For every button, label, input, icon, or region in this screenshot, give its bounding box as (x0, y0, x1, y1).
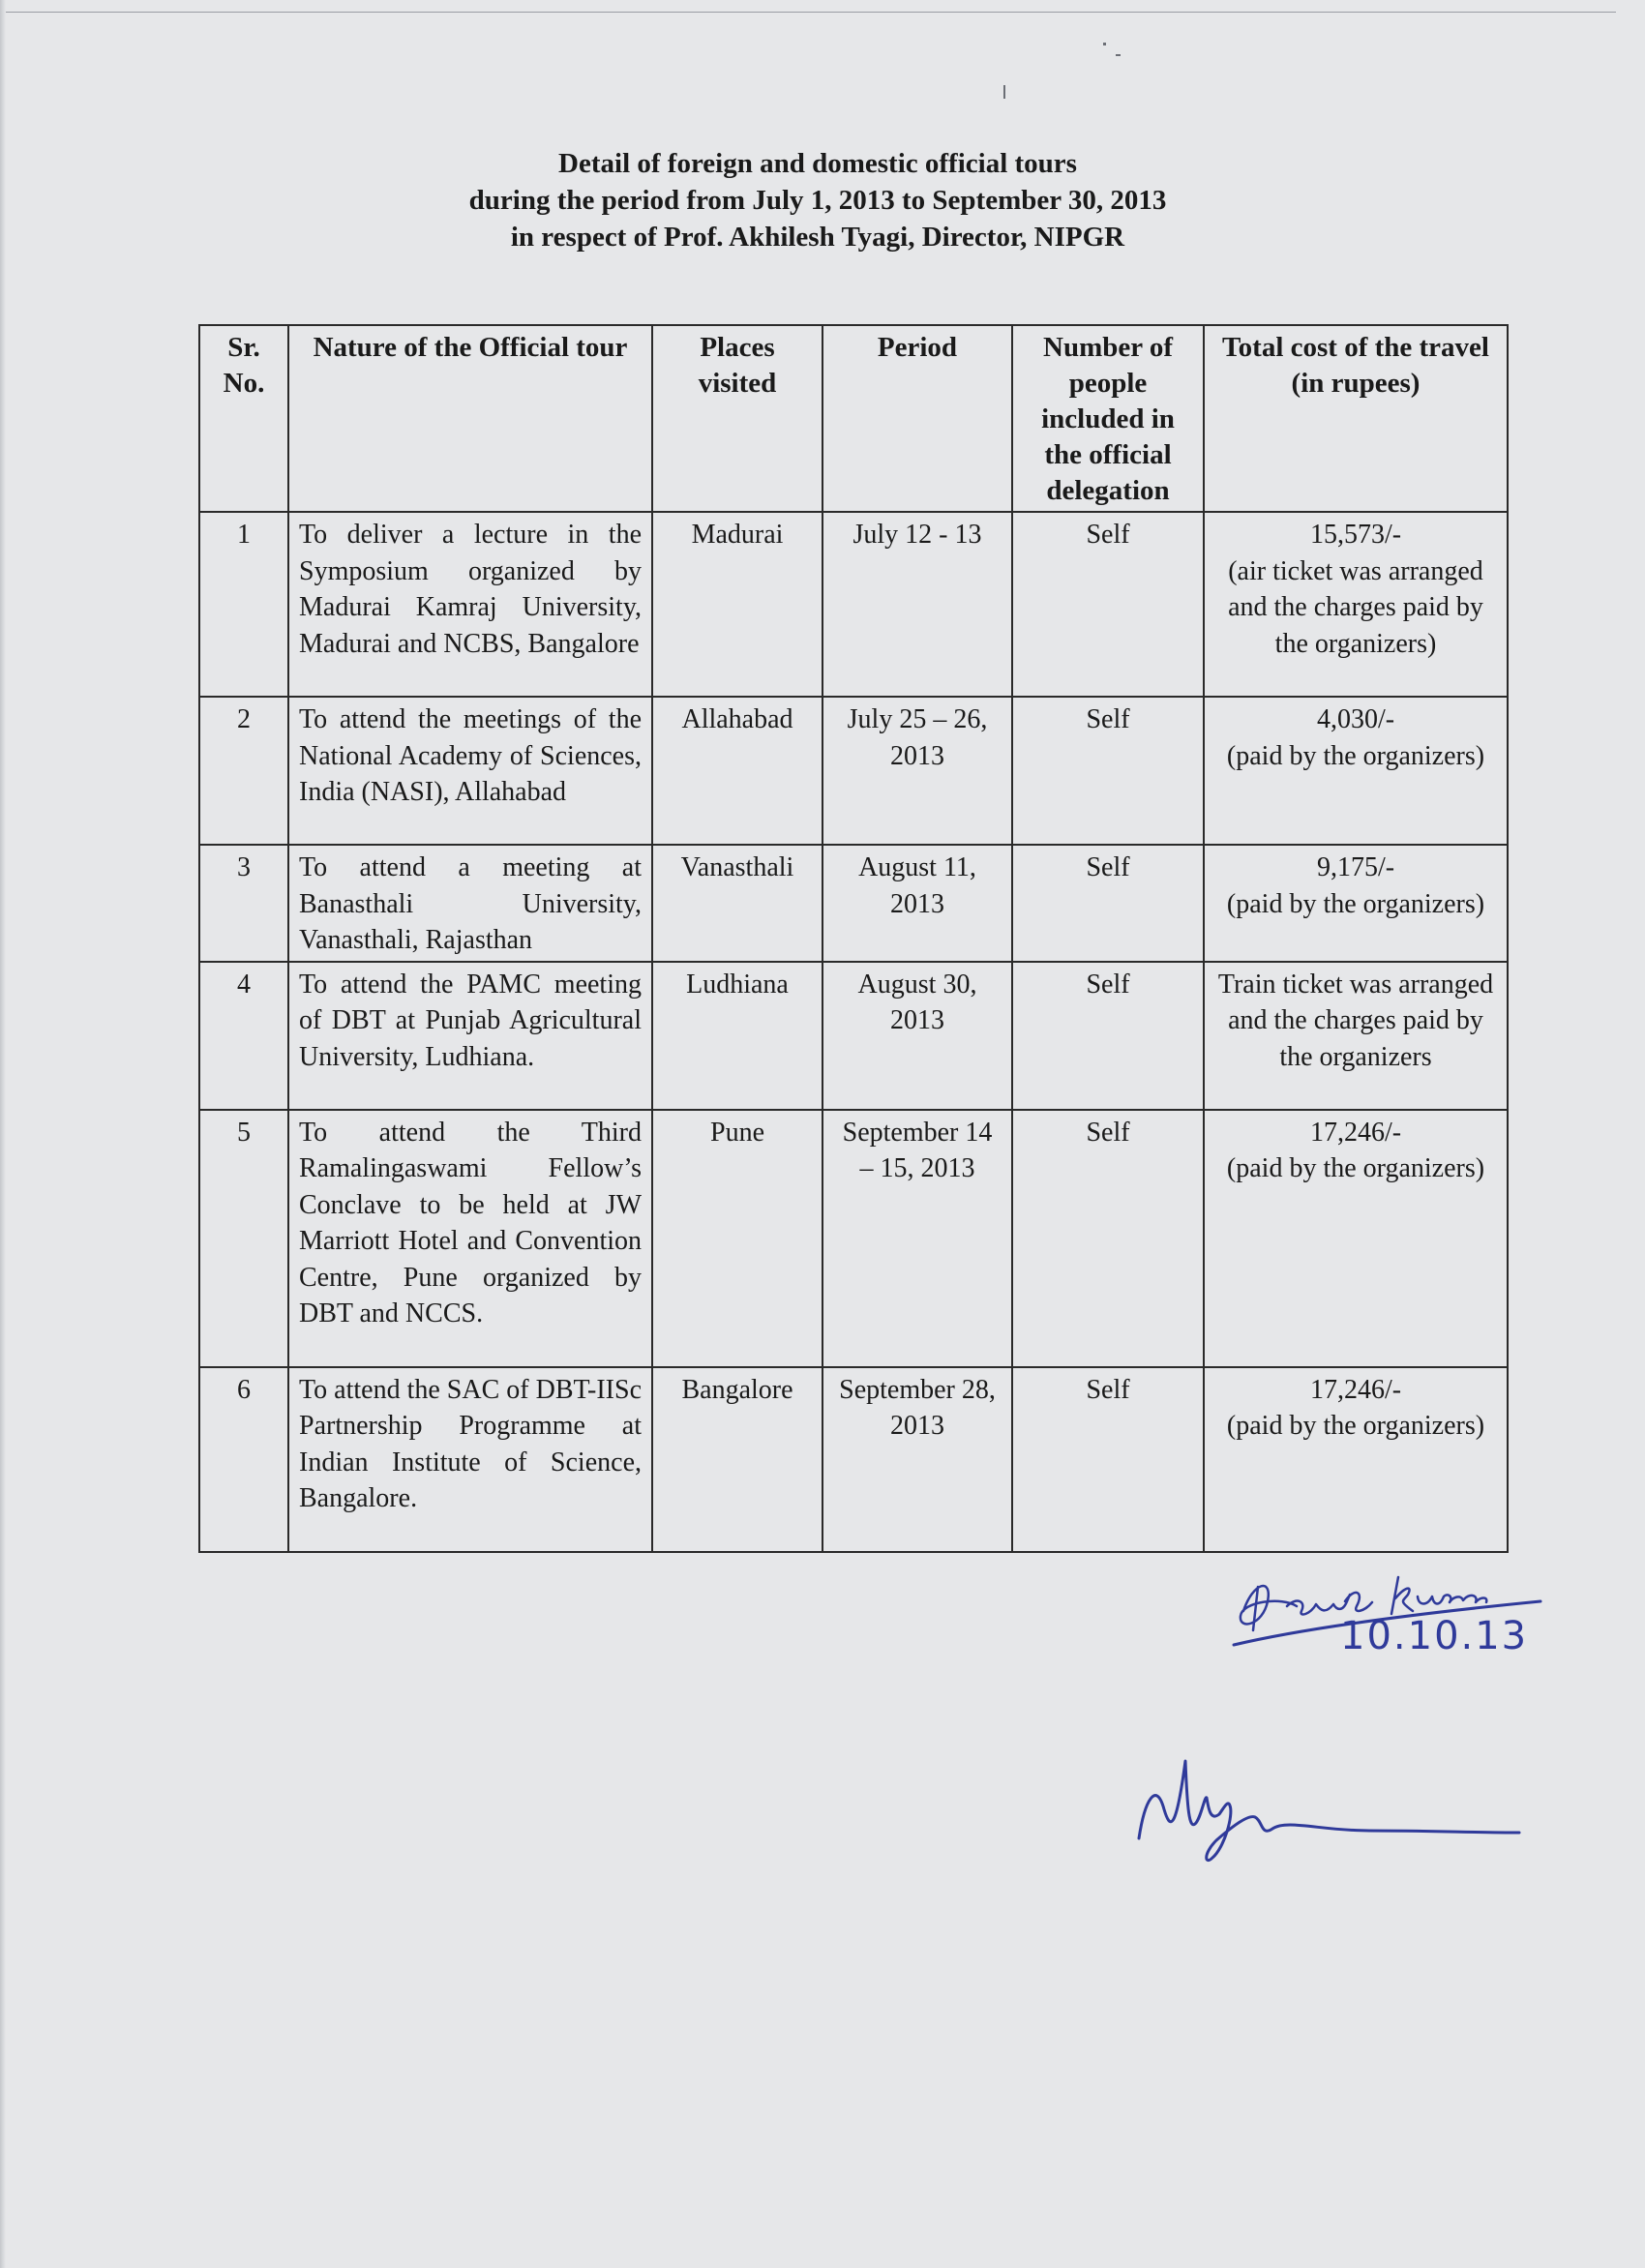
cell-nature: To attend the meetings of the National Academy of Sciences, India (NASI), Allahabad (288, 697, 652, 845)
cell-people: Self (1012, 697, 1204, 845)
cell-period: August 30, 2013 (822, 962, 1012, 1110)
cost-amount: 17,246/- (1309, 1374, 1402, 1405)
cost-note: (air ticket was arranged and the charges paid by the organizers) (1228, 555, 1483, 659)
scan-speck (1003, 85, 1005, 99)
document-title (290, 145, 1345, 255)
scan-edge-line (0, 12, 1616, 13)
header-nature: Nature of the Official tour (288, 325, 652, 512)
cell-place: Pune (652, 1110, 822, 1367)
table-header-row (199, 325, 1508, 512)
scan-speck (1103, 43, 1106, 45)
handwritten-signature-initials (1127, 1722, 1534, 1887)
table-row (199, 962, 1508, 1110)
header-period: Period (822, 325, 1012, 512)
cell-cost (1204, 512, 1508, 697)
cell-nature: To attend the PAMC meeting of DBT at Punjab Agricultural University, Ludhiana. (288, 962, 652, 1110)
cell-cost (1204, 845, 1508, 962)
cell-cost (1204, 697, 1508, 845)
cell-people: Self (1012, 962, 1204, 1110)
cost-note: (paid by the organizers) (1226, 740, 1485, 771)
cost-note: (paid by the organizers) (1226, 888, 1485, 919)
cell-place: Ludhiana (652, 962, 822, 1110)
cell-nature: To attend the SAC of DBT-IISc Partnership Programme at Indian Institute of Science, Bangalore. (288, 1367, 652, 1552)
cost-amount: 4,030/- (1316, 704, 1395, 734)
cell-place: Allahabad (652, 697, 822, 845)
title-line-1: Detail of foreign and domestic official tours (558, 148, 1077, 179)
header-people: Number of people included in the official delegation (1012, 325, 1204, 512)
cell-sr: 6 (199, 1367, 288, 1552)
cell-place: Madurai (652, 512, 822, 697)
cell-sr: 3 (199, 845, 288, 962)
cell-period: August 11, 2013 (822, 845, 1012, 962)
table-row (199, 1367, 1508, 1552)
cell-nature: To attend the Third Ramalingaswami Fellow’s Conclave to be held at JW Marriott Hotel and Convention Centre, Pune organized by DBT and NCCS. (288, 1110, 652, 1367)
cell-sr: 1 (199, 512, 288, 697)
cost-note: (paid by the organizers) (1226, 1153, 1485, 1183)
cell-period: July 25 – 26, 2013 (822, 697, 1012, 845)
cell-nature: To attend a meeting at Banasthali University, Vanasthali, Rajasthan (288, 845, 652, 962)
table-row (199, 512, 1508, 697)
header-places: Places visited (652, 325, 822, 512)
table-row (199, 845, 1508, 962)
signature-date: 10.10.13 (1340, 1614, 1529, 1658)
table-row (199, 1110, 1508, 1367)
title-line-3: in respect of Prof. Akhilesh Tyagi, Director, NIPGR (510, 222, 1125, 253)
cell-sr: 4 (199, 962, 288, 1110)
table-row (199, 697, 1508, 845)
cell-place: Bangalore (652, 1367, 822, 1552)
cost-amount: 9,175/- (1316, 852, 1395, 882)
header-sr-no: Sr. No. (199, 325, 288, 512)
cell-people: Self (1012, 1367, 1204, 1552)
cost-amount: Train ticket was arranged and the charges paid by the organizers (1217, 969, 1494, 1072)
header-cost: Total cost of the travel (in rupees) (1204, 325, 1508, 512)
scan-speck (1116, 54, 1121, 56)
cell-people: Self (1012, 845, 1204, 962)
cost-note: (paid by the organizers) (1226, 1411, 1485, 1441)
cell-period: September 28, 2013 (822, 1367, 1012, 1552)
cell-period: July 12 - 13 (822, 512, 1012, 697)
cell-cost (1204, 962, 1508, 1110)
cell-place: Vanasthali (652, 845, 822, 962)
cost-amount: 15,573/- (1309, 520, 1402, 550)
cell-nature: To deliver a lecture in the Symposium organized by Madurai Kamraj University, Madurai and NCBS, Bangalore (288, 512, 652, 697)
cell-sr: 5 (199, 1110, 288, 1367)
cell-period: September 14 – 15, 2013 (822, 1110, 1012, 1367)
cell-people: Self (1012, 512, 1204, 697)
tours-table (198, 324, 1509, 1553)
cell-people: Self (1012, 1110, 1204, 1367)
cell-sr: 2 (199, 697, 288, 845)
cost-amount: 17,246/- (1309, 1117, 1402, 1148)
title-line-2: during the period from July 1, 2013 to September 30, 2013 (468, 185, 1167, 216)
cell-cost (1204, 1110, 1508, 1367)
cell-cost (1204, 1367, 1508, 1552)
scan-left-edge (0, 0, 6, 2268)
